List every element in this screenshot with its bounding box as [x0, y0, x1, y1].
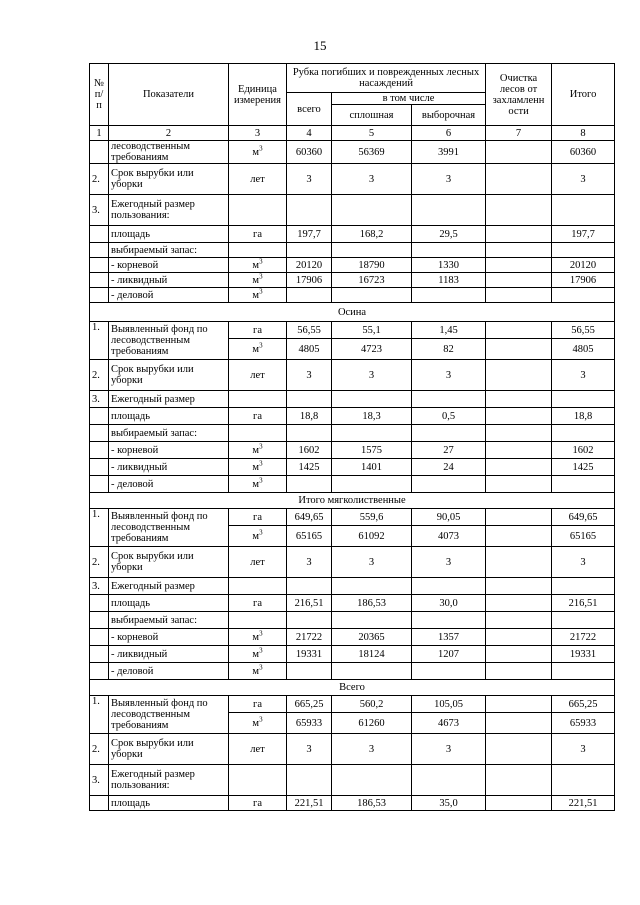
table-row: 3. Ежегодный размер пользования:: [90, 195, 615, 226]
table-row: $м^3$ 65165 61092 4073 65165: [90, 526, 615, 547]
header-cleanup: Очистка лесов от захламленн ости: [486, 64, 552, 126]
table-row: выбираемый запас:: [90, 243, 615, 258]
table-row: 1. Выявленный фонд по лесоводственным требованиям га 56,55 55,1 1,45 56,55: [90, 322, 615, 339]
table-row: - корневой $м^3$ 20120 18790 1330 20120: [90, 258, 615, 273]
colnum: 4: [287, 126, 332, 141]
section-title: Осина: [90, 303, 615, 322]
section-title: Всего: [90, 680, 615, 696]
header-itogo: Итого: [552, 64, 615, 126]
table-row: 2. Срок вырубки или уборки лет 3 3 3 3: [90, 547, 615, 578]
table-row: площадь га 221,51 186,53 35,0 221,51: [90, 796, 615, 811]
section-row: [90, 680, 615, 696]
table-row: площадь га 216,51 186,53 30,0 216,51: [90, 595, 615, 612]
colnum: 2: [109, 126, 229, 141]
section-title: Итого мягколиственные: [90, 493, 615, 509]
colnum: 8: [552, 126, 615, 141]
label-fund-tail: лесоводственным требованиям: [109, 141, 229, 164]
table-row: 2. Срок вырубки или уборки лет 3 3 3 3: [90, 360, 615, 391]
colnum: 1: [90, 126, 109, 141]
header-clear: сплошная: [332, 105, 412, 126]
header-felling: Рубка погибших и поврежденных лесных насаждений: [287, 64, 486, 93]
header-indicators: Показатели: [109, 64, 229, 126]
table-row: 1. Выявленный фонд по лесоводственным требованиям га 649,65 559,6 90,05 649,65: [90, 509, 615, 526]
header-including: в том числе: [332, 93, 486, 105]
forest-use-table: [89, 63, 615, 811]
table-row: - деловой $м^3$: [90, 476, 615, 493]
table-row: - корневой $м^3$ 21722 20365 1357 21722: [90, 629, 615, 646]
header-num: № п/п: [90, 64, 109, 126]
colnum-row: [90, 126, 615, 141]
table-row: $м^3$ 4805 4723 82 4805: [90, 339, 615, 360]
table-row: лесоводственным требованиям $м^3$ 60360 56369 3991 60360: [90, 141, 615, 164]
table-row: площадь га 18,8 18,3 0,5 18,8: [90, 408, 615, 425]
table-row: - ликвидный $м^3$ 1425 1401 24 1425: [90, 459, 615, 476]
colnum: 7: [486, 126, 552, 141]
section-row: [90, 303, 615, 322]
header-row-1: [90, 64, 615, 93]
table-row: 3. Ежегодный размер: [90, 578, 615, 595]
table-row: 3. Ежегодный размер пользования:: [90, 765, 615, 796]
table-row: 3. Ежегодный размер: [90, 391, 615, 408]
table-row: выбираемый запас:: [90, 425, 615, 442]
header-selective: выборочная: [412, 105, 486, 126]
section-row: [90, 493, 615, 509]
table-row: - ликвидный $м^3$ 17906 16723 1183 17906: [90, 273, 615, 288]
table-row: 2. Срок вырубки или уборки лет 3 3 3 3: [90, 734, 615, 765]
table-row: $м^3$ 65933 61260 4673 65933: [90, 713, 615, 734]
unit-m3: $м^3$: [229, 141, 287, 164]
page-number: 15: [313, 38, 327, 53]
table-row: 1. Выявленный фонд по лесоводственным требованиям га 665,25 560,2 105,05 665,25: [90, 696, 615, 713]
table-row: - деловой $м^3$: [90, 663, 615, 680]
table-row: - деловой $м^3$: [90, 288, 615, 303]
table-row: площадь га 197,7 168,2 29,5 197,7: [90, 226, 615, 243]
table-row: 2. Срок вырубки или уборки лет 3 3 3 3: [90, 164, 615, 195]
colnum: 5: [332, 126, 412, 141]
table-row: - корневой $м^3$ 1602 1575 27 1602: [90, 442, 615, 459]
table-row: выбираемый запас:: [90, 612, 615, 629]
header-total: всего: [287, 93, 332, 126]
colnum: 6: [412, 126, 486, 141]
header-unit: Единица измерения: [229, 64, 287, 126]
colnum: 3: [229, 126, 287, 141]
table-row: - ликвидный $м^3$ 19331 18124 1207 19331: [90, 646, 615, 663]
